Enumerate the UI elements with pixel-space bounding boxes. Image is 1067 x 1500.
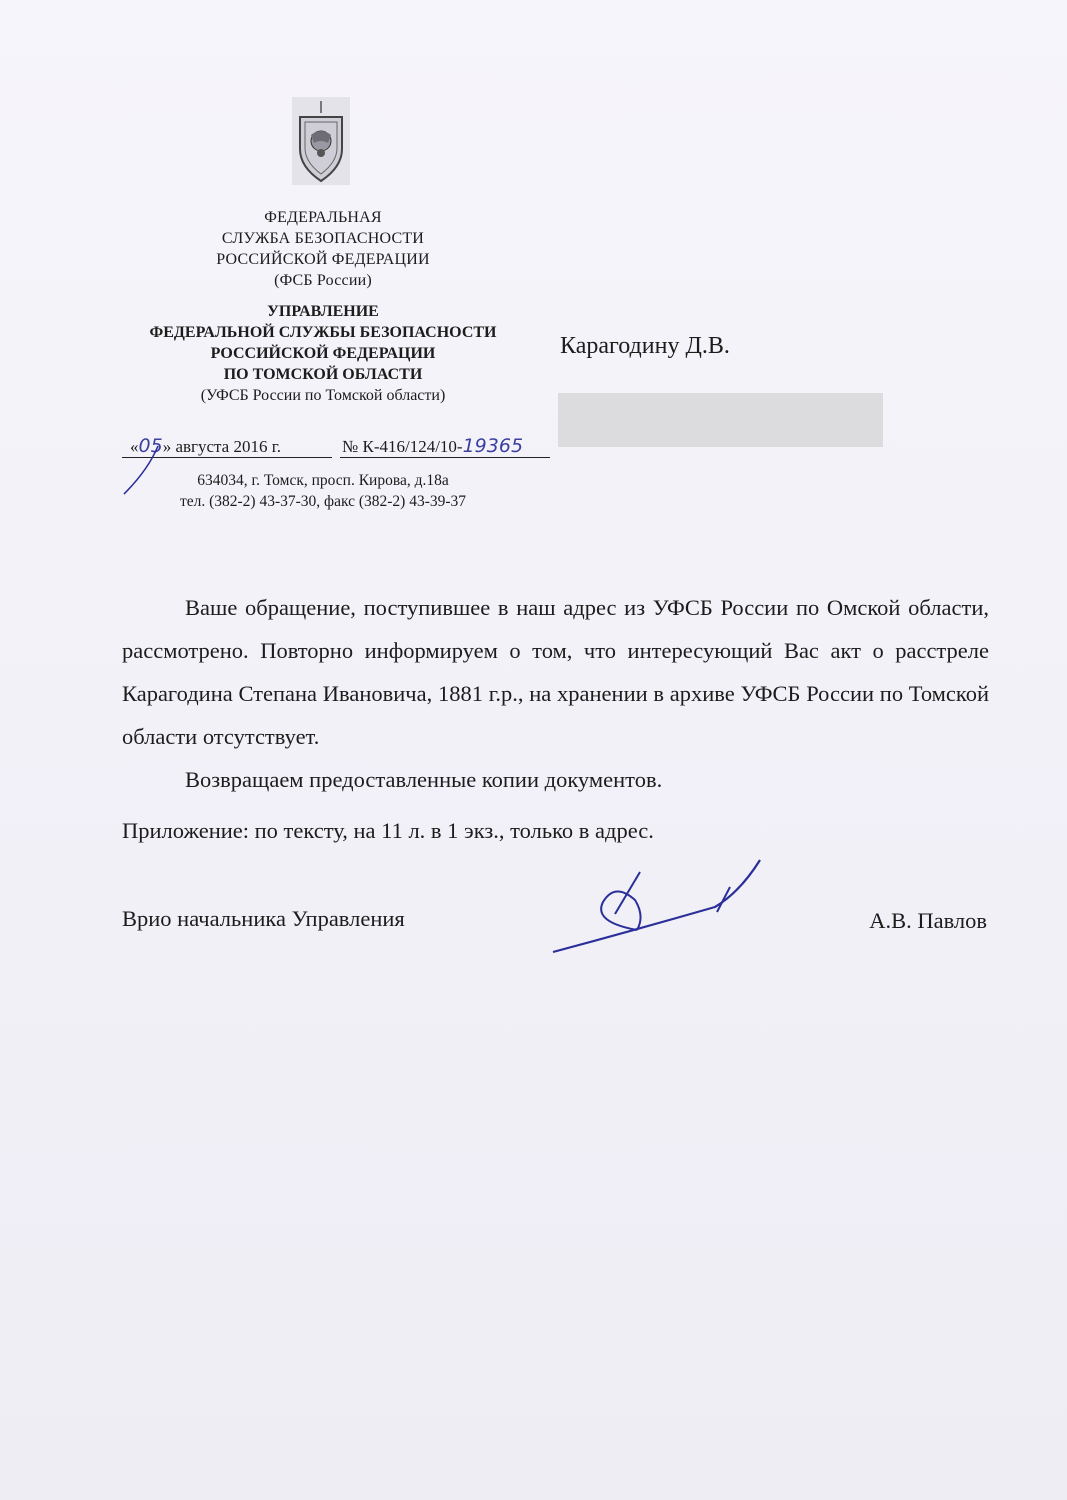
number-label: № — [342, 437, 359, 456]
date-rest: » августа 2016 г. — [162, 437, 282, 456]
body-paragraph: Ваше обращение, поступившее в наш адрес из УФСБ России по Омской области, рассмотрено. Повторно информируем о том, что интересующий Вас акт о расстреле Карагодина Степана Ивановича, 1881 г.р., на хранении в архиве УФСБ России по Томской области отсутствует. — [122, 595, 989, 749]
attachment-note: Приложение: по тексту, на 11 л. в 1 экз., только в адрес. — [122, 818, 654, 843]
handwritten-signature-icon — [545, 852, 765, 957]
signatory-name: А.В. Павлов — [869, 908, 987, 933]
recipient-name: Карагодину Д.В. — [560, 333, 730, 359]
department-line: ПО ТОМСКОЙ ОБЛАСТИ — [223, 366, 423, 383]
redacted-address-block — [558, 393, 883, 447]
sender-address — [140, 470, 506, 512]
number-value: К-416/124/10- — [362, 437, 463, 456]
reference-line — [122, 435, 552, 461]
agency-line: СЛУЖБА БЕЗОПАСНОСТИ — [221, 230, 425, 247]
fsb-emblem-icon — [292, 97, 350, 185]
letter-body — [122, 586, 989, 801]
number-handwritten: 19365 — [462, 435, 524, 457]
address-line: 634034, г. Томск, просп. Кирова, д.18а — [197, 472, 449, 489]
agency-line: ФЕДЕРАЛЬНАЯ — [264, 209, 382, 226]
date-day-handwritten: 05 — [138, 435, 163, 457]
department-short: (УФСБ России по Томской области) — [200, 387, 446, 404]
department-line: ФЕДЕРАЛЬНОЙ СЛУЖБЫ БЕЗОПАСНОСТИ — [149, 324, 497, 341]
agency-header — [160, 207, 486, 291]
date-quote-open: « — [130, 437, 139, 456]
department-line: УПРАВЛЕНИЕ — [267, 303, 379, 320]
agency-line: (ФСБ России) — [274, 272, 372, 289]
agency-line: РОССИЙСКОЙ ФЕДЕРАЦИИ — [216, 251, 430, 268]
department-header — [110, 301, 536, 406]
address-line: тел. (382-2) 43-37-30, факс (382-2) 43-39-37 — [179, 493, 467, 510]
reference-number — [340, 435, 550, 458]
department-line: РОССИЙСКОЙ ФЕДЕРАЦИИ — [210, 345, 436, 362]
body-paragraph: Возвращаем предоставленные копии документов. — [185, 767, 663, 792]
signatory-role: Врио начальника Управления — [122, 906, 405, 931]
